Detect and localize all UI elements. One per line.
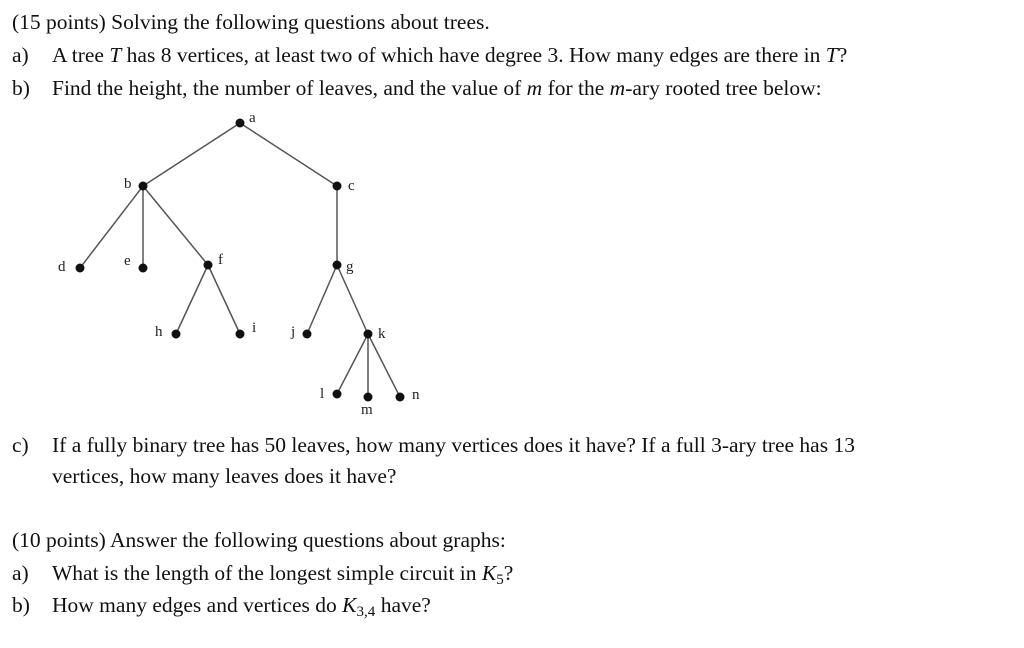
label-e: e [124,253,131,269]
part-marker: a) [12,43,29,67]
part-marker: b) [12,593,30,617]
q2-header: (10 points) Answer the following questions about graphs: [12,528,506,552]
label-h: h [155,324,163,340]
vertex-h [172,330,181,339]
edge-g-j [307,265,337,334]
q1-part-c: c) If a fully binary tree has 50 leaves, how many vertices does it have? If a full 3-ary tree has 13 [12,433,855,457]
vertex-d [76,264,85,273]
vertex-k [364,330,373,339]
label-m: m [361,402,373,418]
label-k: k [378,326,386,342]
part-marker: c) [12,433,29,457]
vertex-g [333,261,342,270]
label-b: b [124,176,132,192]
part-marker: b) [12,76,30,100]
edge-k-n [368,334,400,397]
label-n: n [412,387,420,403]
edge-b-d [80,186,143,268]
q1-part-b: b) Find the height, the number of leaves, and the value of m for the m-ary rooted tree below: [12,76,822,100]
label-f: f [218,252,223,268]
vertex-e [139,264,148,273]
label-d: d [58,259,66,275]
vertex-i [236,330,245,339]
label-a: a [249,110,256,126]
vertex-m [364,393,373,402]
edge-a-c [240,123,337,186]
edge-g-k [337,265,368,334]
edge-f-i [208,265,240,334]
vertex-c [333,182,342,191]
edge-b-f [143,186,208,265]
label-l: l [320,386,325,402]
q2-part-a: a) What is the length of the longest simple circuit in $K_5$? [12,561,514,588]
label-g: g [346,259,354,275]
edge-f-h [176,265,208,334]
vertex-j [303,330,312,339]
label-c: c [348,178,355,194]
edge-a-b [143,123,240,186]
label-i: i [252,320,257,336]
vertex-l [333,390,342,399]
vertex-b [139,182,148,191]
q1-part-c-continued: vertices, how many leaves does it have? [52,464,397,488]
vertex-f [204,261,213,270]
label-j: j [291,324,296,340]
part-marker: a) [12,561,29,585]
edge-k-l [337,334,368,394]
q2-part-b: b) How many edges and vertices do $K_{3,4}$ have? [12,593,431,620]
q1-header: (15 points) Solving the following questions about trees. [12,10,490,34]
vertex-n [396,393,405,402]
vertex-a [236,119,245,128]
q1-part-a: a) A tree T has 8 vertices, at least two of which have degree 3. How many edges are there in T? [12,43,848,67]
